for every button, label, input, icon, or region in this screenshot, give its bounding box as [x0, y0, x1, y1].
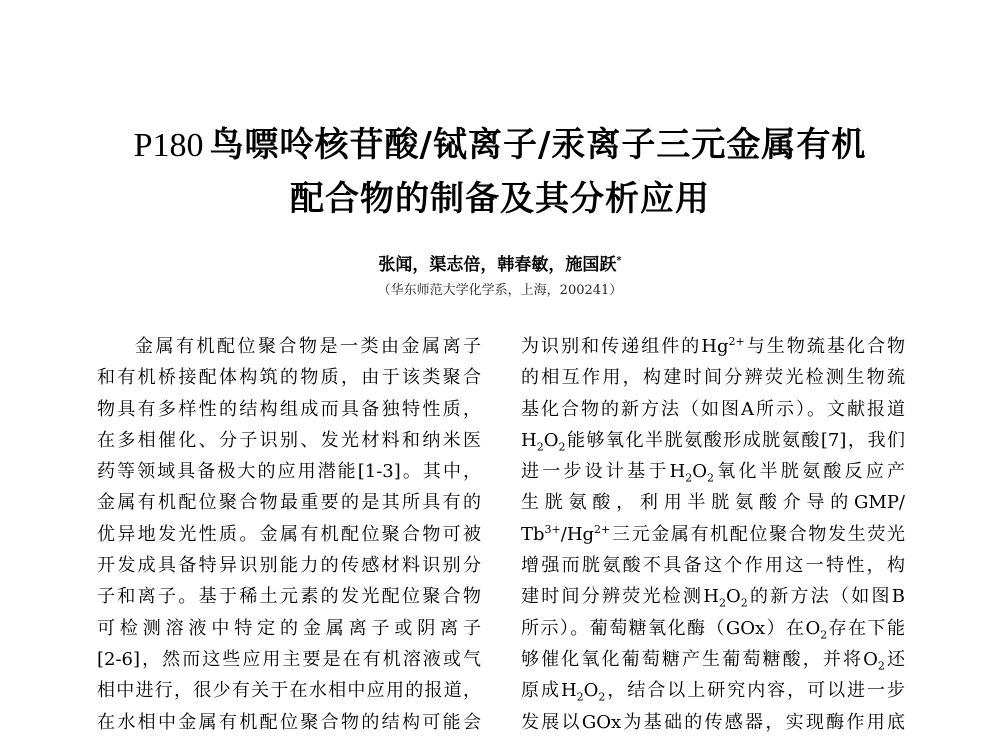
- text-run: 还: [884, 648, 905, 670]
- text-run: O: [692, 461, 708, 483]
- body-line: 子和离子。基于稀土元素的发光配位聚合物: [97, 586, 481, 608]
- body-line: 和有机桥接配体构筑的物质，由于该类聚合: [97, 367, 481, 389]
- author-names: 张闻，渠志倍，韩春敏，施国跃: [378, 255, 617, 275]
- body-line: [521, 331, 905, 362]
- text-run: 氧化半胱氨酸反应产: [714, 461, 906, 483]
- body-line: [521, 581, 905, 612]
- body-line: 相中进行，很少有关于在水相中应用的报道，: [97, 680, 481, 702]
- body-line: 金属有机配位聚合物是一类由金属离子: [135, 336, 481, 357]
- body-line: 增强而胱氨酸不具备这个作用这一特性，构: [521, 555, 905, 577]
- body-line: 金属有机配位聚合物最重要的是其所具有的: [97, 492, 481, 514]
- subscript: 2: [598, 690, 606, 704]
- text-run: 建时间分辨荧光检测H: [521, 586, 719, 608]
- body-line: 发展以GOx为基础的传感器，实现酶作用底: [521, 711, 905, 733]
- title-line-2: 配合物的制备及其分析应用: [290, 179, 710, 219]
- text-run: 能够氧化半胱氨酸形成胱氨酸[7]，我们: [565, 429, 905, 451]
- text-run: H: [521, 429, 537, 451]
- text-run: 三元金属有机配位聚合物发生荧光: [610, 523, 905, 545]
- text-run: 原成H: [521, 680, 577, 702]
- text-run: 所示）。葡萄糖氧化酶（GOx）在O: [521, 617, 821, 639]
- right-column: [521, 331, 905, 738]
- body-line: [521, 675, 905, 706]
- text-run: O: [543, 429, 559, 451]
- body-line: [521, 456, 905, 487]
- corresponding-mark: *: [616, 255, 622, 267]
- body-line: [521, 425, 905, 456]
- subscript: 2: [558, 440, 566, 454]
- body-line: 在水相中金属有机配位聚合物的结构可能会: [97, 711, 481, 733]
- left-column: [97, 331, 481, 738]
- affiliation: （华东师范大学化学系，上海，200241）: [377, 283, 623, 298]
- subscript: 2: [707, 471, 715, 485]
- text-run: O: [583, 680, 599, 702]
- text-run: 为识别和传递组件的Hg: [521, 336, 729, 357]
- body-line: [2-6]，然而这些应用主要是在有机溶液或气: [97, 648, 481, 670]
- body-line: 基化合物的新方法（如图A所示）。文献报道: [521, 398, 905, 420]
- body-line: 在多相催化、分子识别、发光材料和纳米医: [97, 429, 481, 451]
- subscript: 2: [877, 659, 885, 673]
- body-line: 的相互作用，构建时间分辨荧光检测生物巯: [521, 367, 905, 389]
- authors: [0, 250, 1000, 275]
- subscript: 2: [536, 440, 544, 454]
- text-run: 存在下能: [827, 617, 906, 639]
- body-line: [521, 613, 905, 644]
- superscript: 2+: [594, 522, 611, 536]
- body-line: 可检测溶液中特定的金属离子或阴离子: [97, 617, 481, 639]
- title-line-1: [0, 120, 1000, 171]
- subscript: 2: [820, 628, 828, 642]
- text-run: /Hg: [560, 523, 595, 545]
- subscript: 2: [685, 471, 693, 485]
- superscript: 3+: [544, 522, 561, 536]
- body-line: 开发成具备特异识别能力的传感材料识别分: [97, 555, 481, 577]
- text-run: 进一步设计基于H: [521, 461, 686, 483]
- subscript: 2: [576, 690, 584, 704]
- body-line: [521, 644, 905, 675]
- title-text-1: 鸟嘌呤核苷酸/铽离子/汞离子三元金属有机: [209, 125, 867, 165]
- text-run: 与生物巯基化合物: [744, 336, 905, 357]
- text-run: 够催化氧化葡萄糖产生葡萄糖酸，并将O: [521, 648, 878, 670]
- subscript: 2: [740, 596, 748, 610]
- body-line: 生胱氨酸，利用半胱氨酸介导的GMP/: [521, 492, 905, 514]
- text-run: ，结合以上研究内容，可以进一步: [605, 680, 906, 702]
- body-line: 物具有多样性的结构组成而具备独特性质，: [97, 398, 481, 420]
- paper-id: P180: [133, 127, 204, 164]
- text-run: 的新方法（如图B: [747, 586, 905, 608]
- body-line: [521, 519, 905, 550]
- text-run: O: [725, 586, 741, 608]
- body-line: 优异地发光性质。金属有机配位聚合物可被: [97, 523, 481, 545]
- subscript: 2: [718, 596, 726, 610]
- superscript: 2+: [728, 335, 745, 348]
- body-line: 药等领域具备极大的应用潜能[1-3]。其中，: [97, 461, 481, 483]
- text-run: Tb: [521, 523, 545, 545]
